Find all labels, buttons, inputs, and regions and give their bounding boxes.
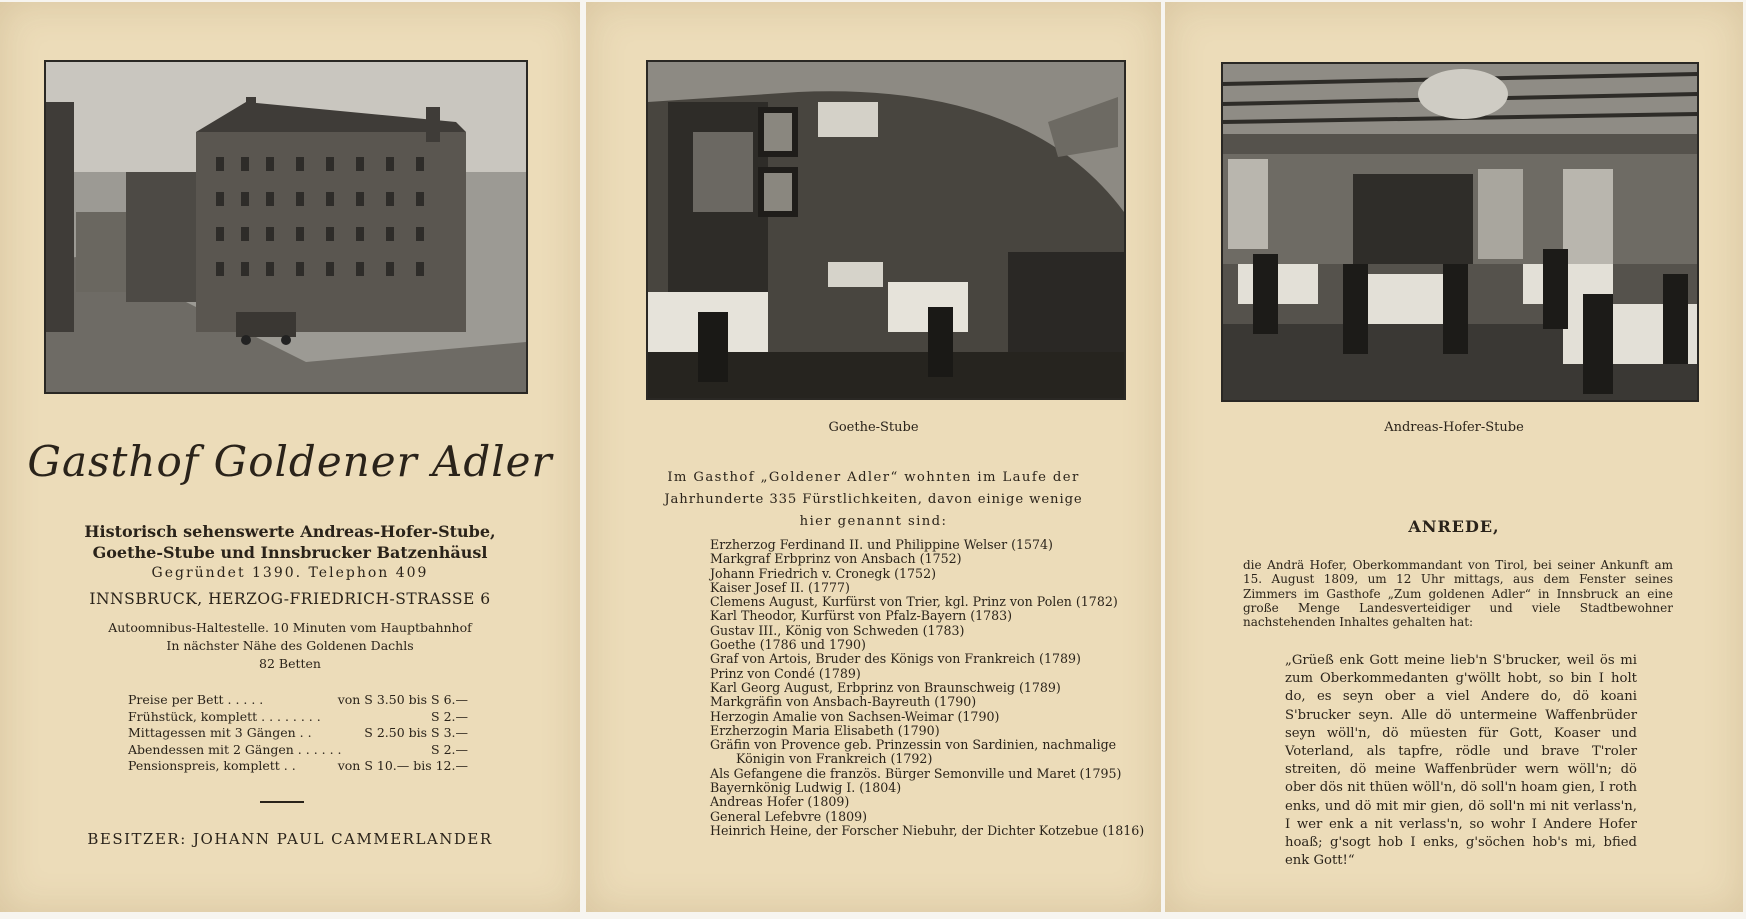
list-item: Gräfin von Provence geb. Prinzessin von Sardinien, nachmalige <box>710 737 1117 753</box>
list-item: Prinz von Condé (1789) <box>710 665 861 681</box>
price-row: Frühstück, komplett . . . . . . . . S 2.— <box>128 708 468 724</box>
list-item: General Lefebvre (1809) <box>710 808 868 824</box>
info-line-1: Autoomnibus-Haltestelle. 10 Minuten vom Hauptbahnhof <box>108 620 472 635</box>
hotel-title: Gasthof Goldener Adler <box>27 437 553 486</box>
list-item: Andreas Hofer (1809) <box>710 794 850 810</box>
list-item: Königin von Frankreich (1792) <box>736 751 933 767</box>
list-item: Gustav III., König von Schweden (1783) <box>710 622 965 638</box>
hofer-speech: „Grüeß enk Gott meine lieb'n S'brucker, weil ös mi zum Oberkommedanten g'wöllt hobt, so bin I holt do, es seyn ober a viel Andere do, dö koani S'brucker seyn. Alle dö untermeine Waffenbrüder seyn wöll'n, dö müesten für Gott, Koaser und Voterland, als tapfre, rödle und brave T'roler streiten, dö meine Waffenbrüder wern wöll'n; dö ober dös nit thüen wöll'n, dö soll'n hoam gien, I roth enks, und dö mit mir gien, dö soll'n mi nit verlass'n, I wer enk a nit verlass'n, so wohr I Andere Hofer hoaß; g'sogt hob I enks, g'söchen hob's mi, bfied enk Gott!“ <box>1285 653 1637 869</box>
list-item: Kaiser Josef II. (1777) <box>710 579 850 595</box>
anrede-heading: ANREDE, <box>1408 517 1500 536</box>
hotel-exterior-photo <box>44 60 528 394</box>
info-line-2: In nächster Nähe des Goldenen Dachls <box>166 638 414 653</box>
list-item: Erzherzogin Maria Elisabeth (1790) <box>710 722 940 738</box>
price-list <box>128 692 468 775</box>
list-item: Karl Georg August, Erbprinz von Braunschweig (1789) <box>710 679 1061 695</box>
guest-list <box>710 537 1145 838</box>
guests-intro-line-3: hier genannt sind: <box>799 514 948 529</box>
info-line-3: 82 Betten <box>259 656 321 671</box>
price-row: Mittagessen mit 3 Gängen . . S 2.50 bis S 3.— <box>128 725 468 740</box>
list-item: Karl Theodor, Kurfürst von Pfalz-Bayern (1783) <box>710 608 1013 624</box>
page-cover <box>0 2 580 912</box>
price-row: Preise per Bett . . . . . von S 3.50 bis S 6.— <box>128 692 468 707</box>
goethe-stube-caption: Goethe-Stube <box>828 420 919 435</box>
list-item: Herzogin Amalie von Sachsen-Weimar (1790) <box>710 708 1000 724</box>
price-row: Pensionspreis, komplett . . von S 10.— bis 12.— <box>128 758 468 773</box>
list-item: Graf von Artois, Bruder des Königs von Frankreich (1789) <box>710 651 1081 667</box>
andreas-hofer-stube-photo <box>1221 62 1699 402</box>
price-row: Abendessen mit 2 Gängen . . . . . . S 2.— <box>128 741 468 757</box>
list-item: Markgraf Erbprinz von Ansbach (1752) <box>710 551 962 567</box>
address: INNSBRUCK, HERZOG-FRIEDRICH-STRASSE 6 <box>89 590 491 608</box>
anrede-intro: die Andrä Hofer, Oberkommandant von Tirol, bei seiner Ankunft am 15. August 1809, um 12 Uhr mittags, aus dem Fenster seines Zimmers im Gasthofe „Zum goldenen Adler“ in Innsbruck an eine große Menge Landesverteidiger und viele Stadtbewohner nachstehenden Inhaltes gehalten hat: <box>1243 558 1673 630</box>
list-item: Johann Friedrich v. Cronegk (1752) <box>710 565 936 581</box>
subtitle-line-2: Goethe-Stube und Innsbrucker Batzenhäusl <box>92 543 488 562</box>
list-item: Goethe (1786 und 1790) <box>710 637 866 653</box>
founded-phone: Gegründet 1390. Telephon 409 <box>151 565 429 581</box>
list-item: Heinrich Heine, der Forscher Niebuhr, der Dichter Kotzebue (1816) <box>710 822 1145 838</box>
guests-intro-line-2: Jahrhunderte 335 Fürstlichkeiten, davon einige wenige <box>664 492 1083 507</box>
guests-intro-line-1: Im Gasthof „Goldener Adler“ wohnten im Laufe der <box>667 470 1080 485</box>
ornament-divider <box>260 801 304 803</box>
list-item: Markgräfin von Ansbach-Bayreuth (1790) <box>710 694 977 710</box>
andreas-hofer-stube-caption: Andreas-Hofer-Stube <box>1384 420 1524 435</box>
list-item: Erzherzog Ferdinand II. und Philippine Welser (1574) <box>710 537 1053 552</box>
owner-line: BESITZER: JOHANN PAUL CAMMERLANDER <box>87 830 493 848</box>
list-item: Bayernkönig Ludwig I. (1804) <box>710 780 902 796</box>
goethe-stube-photo <box>646 60 1126 400</box>
list-item: Als Gefangene die französ. Bürger Semonville und Maret (1795) <box>710 765 1122 781</box>
list-item: Clemens August, Kurfürst von Trier, kgl. Prinz von Polen (1782) <box>710 594 1118 610</box>
subtitle-line-1: Historisch sehenswerte Andreas-Hofer-Stube, <box>84 522 496 541</box>
